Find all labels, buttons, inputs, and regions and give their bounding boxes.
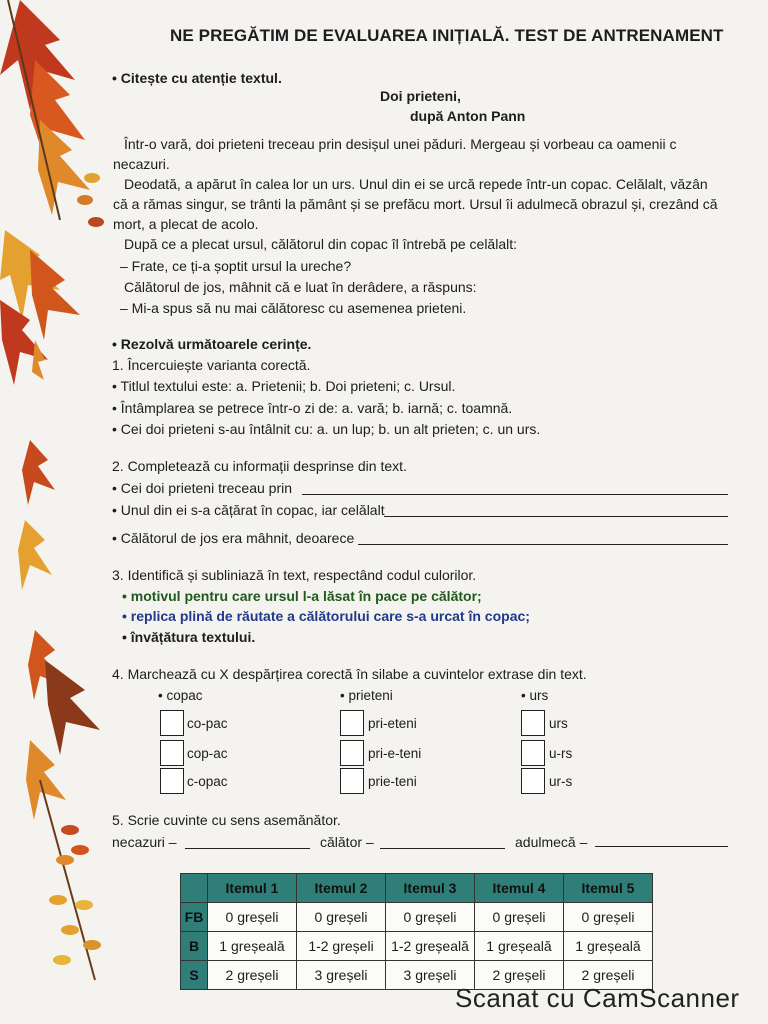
option-label: pri-e-teni xyxy=(368,746,422,761)
q4-word-urs: • urs xyxy=(521,688,549,703)
table-cell: 0 greșeli xyxy=(475,903,564,932)
table-cell: 2 greșeli xyxy=(564,961,653,990)
q3-item-green: • motivul pentru care ursul l-a lăsat în pace pe călător; xyxy=(122,588,482,604)
checkbox[interactable] xyxy=(340,740,364,766)
checkbox[interactable] xyxy=(521,740,545,766)
option-label: c-opac xyxy=(187,774,228,789)
q4-word-copac: • copac xyxy=(158,688,203,703)
q2-item-3: • Călătorul de jos era mâhnit, deoarece xyxy=(112,530,355,546)
q5-item-adulmeca: adulmecă – xyxy=(515,834,588,850)
option-label: co-pac xyxy=(187,716,228,731)
row-label-b: B xyxy=(181,932,208,961)
option-label: u-rs xyxy=(549,746,573,761)
checkbox[interactable] xyxy=(521,768,545,794)
score-table xyxy=(180,873,653,990)
story-line-1: Într-o vară, doi prieteni treceau prin desișul unei păduri. Mergeau și vorbeau ca oamenii c xyxy=(124,136,677,152)
checkbox[interactable] xyxy=(340,768,364,794)
table-cell: 2 greșeli xyxy=(475,961,564,990)
table-cell: 0 greșeli xyxy=(386,903,475,932)
story-line-7: – Frate, ce ți-a șoptit ursul la ureche? xyxy=(120,258,352,274)
table-cell: 3 greșeli xyxy=(386,961,475,990)
q3-item-black: • învățătura textului. xyxy=(122,629,256,645)
row-label-s: S xyxy=(181,961,208,990)
q1-prompt: 1. Încercuiește varianta corectă. xyxy=(112,357,311,373)
column-header-item-5: Itemul 5 xyxy=(564,874,653,903)
tasks-heading: • Rezolvă următoarele cerințe. xyxy=(112,336,312,352)
story-line-5: mort, a plecat de acolo. xyxy=(113,216,259,232)
story-line-2: necazuri. xyxy=(113,156,170,172)
column-header-item-4: Itemul 4 xyxy=(475,874,564,903)
column-header-item-3: Itemul 3 xyxy=(386,874,475,903)
q2-prompt: 2. Completează cu informații desprinse din text. xyxy=(112,458,407,474)
q1-item-3: • Cei doi prieteni s-au întâlnit cu: a. un lup; b. un alt prieten; c. un urs. xyxy=(112,421,541,437)
table-cell: 1-2 greșeli xyxy=(297,932,386,961)
story-line-6: După ce a plecat ursul, călătorul din copac îl întrebă pe celălalt: xyxy=(124,236,518,252)
table-cell: 1 greșeală xyxy=(208,932,297,961)
reading-instruction: • Citește cu atenție textul. xyxy=(112,70,282,86)
story-author: după Anton Pann xyxy=(410,108,526,124)
story-line-8: Călătorul de jos, mâhnit că e luat în derâdere, a răspuns: xyxy=(124,279,477,295)
q3-item-blue: • replica plină de răutate a călătorului care s-a urcat în copac; xyxy=(122,608,530,624)
column-header-item-1: Itemul 1 xyxy=(208,874,297,903)
q4-prompt: 4. Marchează cu X despărțirea corectă în silabe a cuvintelor extrase din text. xyxy=(112,666,587,682)
camscanner-watermark: Scanat cu CamScanner xyxy=(455,983,740,1013)
score-table-header-row xyxy=(181,874,653,903)
table-cell: 0 greșeli xyxy=(297,903,386,932)
q4-word-prieteni: • prieteni xyxy=(340,688,393,703)
q1-item-1: • Titlul textului este: a. Prietenii; b. Doi prieteni; c. Ursul. xyxy=(112,378,456,394)
q1-item-2: • Întâmplarea se petrece într-o zi de: a. vară; b. iarnă; c. toamnă. xyxy=(112,400,513,416)
column-header-item-2: Itemul 2 xyxy=(297,874,386,903)
option-label: urs xyxy=(549,716,568,731)
table-row-b xyxy=(181,932,653,961)
q2-item-1: • Cei doi prieteni treceau prin xyxy=(112,480,292,496)
table-cell: 3 greșeli xyxy=(297,961,386,990)
answer-line[interactable] xyxy=(185,848,310,849)
story-line-3: Deodată, a apărut în calea lor un urs. Unul din ei se urcă repede într-un copac. Celălalt, văzân xyxy=(124,176,708,192)
option-label: ur-s xyxy=(549,774,573,789)
table-row-fb xyxy=(181,903,653,932)
table-cell: 0 greșeli xyxy=(208,903,297,932)
q2-item-2: • Unul din ei s-a cățărat în copac, iar celălalt xyxy=(112,502,385,518)
checkbox[interactable] xyxy=(160,710,184,736)
answer-line[interactable] xyxy=(358,544,728,545)
option-label: cop-ac xyxy=(187,746,228,761)
table-cell: 0 greșeli xyxy=(564,903,653,932)
story-line-9: – Mi-a spus să nu mai călătoresc cu asemenea prieteni. xyxy=(120,300,467,316)
answer-line[interactable] xyxy=(380,848,505,849)
table-cell: 2 greșeli xyxy=(208,961,297,990)
q5-item-necazuri: necazuri – xyxy=(112,834,177,850)
checkbox[interactable] xyxy=(521,710,545,736)
q5-item-calator: călător – xyxy=(320,834,374,850)
q5-prompt: 5. Scrie cuvinte cu sens asemănător. xyxy=(112,812,341,828)
story-line-4: că a rămas singur, se trânti la pământ și se prefăcu mort. Ursul îi adulmecă obrazul și, crezând că xyxy=(113,196,718,212)
table-cell: 1 greșeală xyxy=(564,932,653,961)
table-cell: 1 greșeală xyxy=(475,932,564,961)
table-cell: 1-2 greșeală xyxy=(386,932,475,961)
story-title: Doi prieteni, xyxy=(380,88,461,104)
option-label: prie-teni xyxy=(368,774,417,789)
option-label: pri-eteni xyxy=(368,716,417,731)
checkbox[interactable] xyxy=(160,768,184,794)
answer-line[interactable] xyxy=(302,494,728,495)
checkbox[interactable] xyxy=(160,740,184,766)
answer-line[interactable] xyxy=(595,846,728,847)
checkbox[interactable] xyxy=(340,710,364,736)
answer-line[interactable] xyxy=(384,516,728,517)
row-label-fb: FB xyxy=(181,903,208,932)
table-corner xyxy=(181,874,208,903)
page-title: NE PREGĂTIM DE EVALUAREA INIȚIALĂ. TEST DE ANTRENAMENT xyxy=(170,26,724,45)
q3-prompt: 3. Identifică și subliniază în text, respectând codul culorilor. xyxy=(112,567,477,583)
